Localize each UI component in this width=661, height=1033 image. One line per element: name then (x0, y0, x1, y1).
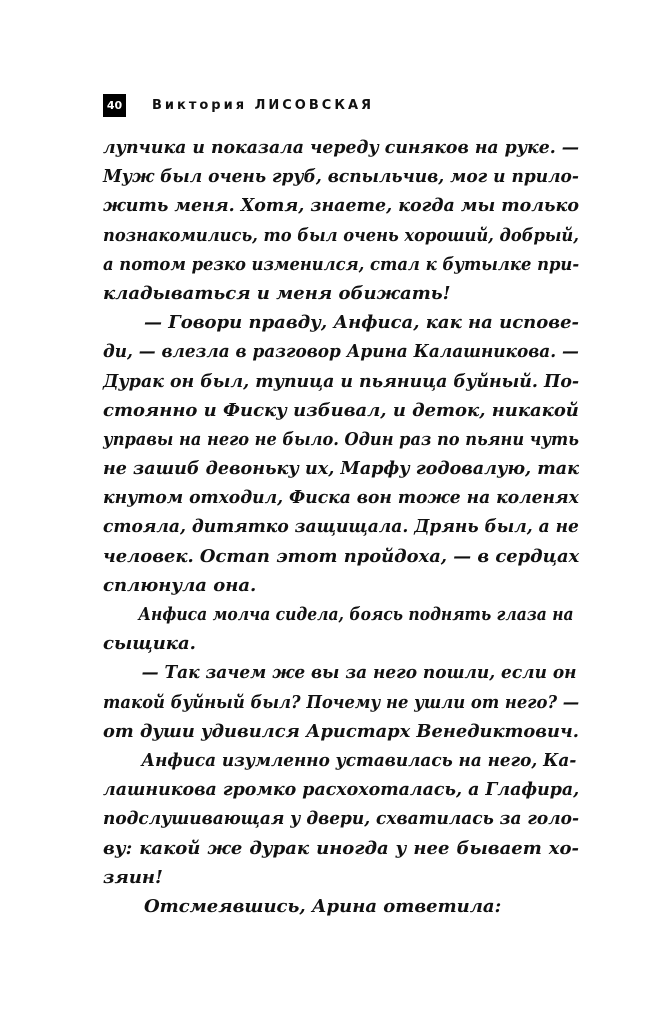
text-line: познакомились, то был очень хороший, добрый, (103, 224, 579, 246)
text-line: жить меня. Хотя, знаете, когда мы только (103, 195, 579, 217)
text-line: Дурак он был, тупица и пьяница буйный. По- (103, 370, 580, 392)
text-line: а потом резко изменился, стал к бутылке при- (103, 253, 580, 275)
text-line: Отсмеявшись, Арина ответила: (144, 895, 502, 917)
text-line: — Так зачем же вы за него пошли, если он (141, 662, 577, 684)
text-line: человек. Остап этот пройдоха, — в сердцах (103, 545, 580, 567)
text-line: сплюнула она. (103, 574, 257, 596)
running-head-author: Виктория ЛИСОВСКАЯ (152, 97, 375, 113)
text-line: Анфиса изумленно уставилась на него, Ка- (141, 749, 577, 771)
text-line: ву: какой же дурак иногда у нее бывает хо- (103, 837, 579, 859)
text-line: стояла, дитятко защищала. Дрянь был, а не (103, 516, 579, 538)
text-line: — Говори правду, Анфиса, как на испове- (144, 312, 579, 334)
text-line: Муж был очень груб, вспыльчив, мог и прило- (103, 166, 579, 188)
text-line: подслушивающая у двери, схватилась за голо- (103, 808, 580, 830)
text-line: стоянно и Фиску избивал, и деток, никакой (103, 399, 579, 421)
text-line: лашникова громко расхохоталась, а Глафира, (103, 779, 580, 801)
text-line: не зашиб девоньку их, Марфу годовалую, так (103, 458, 580, 480)
body-text (103, 133, 579, 921)
page-number: 40 (103, 94, 126, 117)
text-line: кнутом отходил, Фиска вон тоже на коленях (103, 487, 579, 509)
text-line: Анфиса молча сидела, боясь поднять глаза на (138, 604, 574, 625)
text-line: такой буйный был? Почему не ушли от него? — (103, 691, 580, 713)
text-line: от души удивился Аристарх Венедиктович. (103, 720, 579, 742)
text-line: ди, — влезла в разговор Арина Калашникова. — (103, 341, 579, 363)
text-line: кладываться и меня обижать! (103, 282, 451, 304)
text-line: сыщика. (103, 633, 196, 655)
text-line: управы на него не было. Один раз по пьяни чуть (103, 428, 579, 450)
page-header (103, 92, 374, 118)
text-line: зяин! (103, 866, 163, 888)
text-line: лупчика и показала череду синяков на руке. — (103, 137, 580, 158)
